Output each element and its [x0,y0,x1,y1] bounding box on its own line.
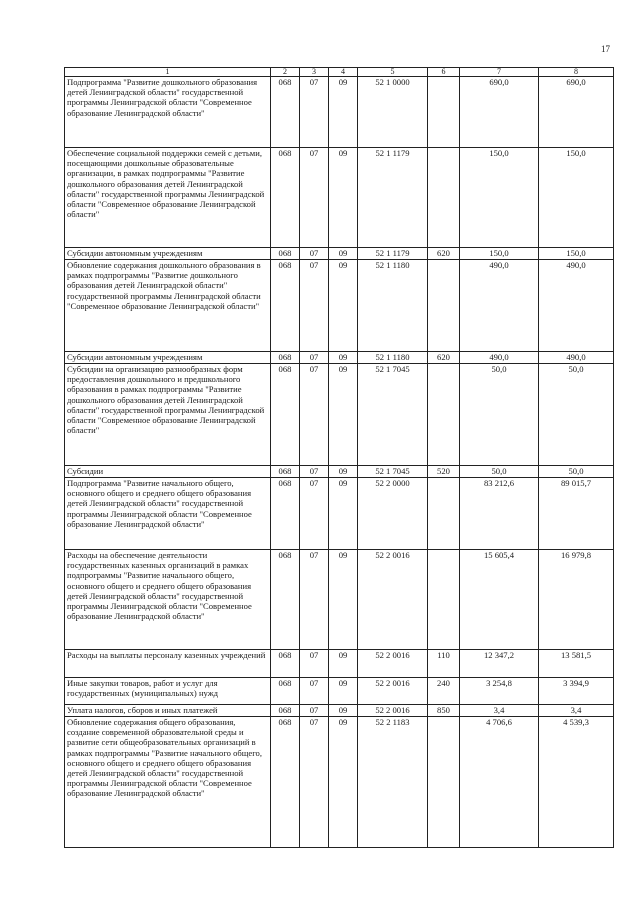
row-name: Уплата налогов, сборов и иных платежей [65,705,271,717]
row-section: 07 [300,550,329,650]
row-grbs: 068 [271,466,300,478]
row-target-article: 52 1 1179 [358,148,428,248]
row-sum-2: 50,0 [539,466,614,478]
row-expense-type [428,148,460,248]
table-row [65,248,614,260]
row-sum-1: 690,0 [460,77,539,148]
row-target-article: 52 1 1180 [358,260,428,352]
row-grbs: 068 [271,478,300,550]
column-header: 8 [539,68,614,77]
row-name: Субсидии на организацию разнообразных форм предоставления дошкольного и предшкольного образования в рамках подпрограммы "Развитие дошкольного образования детей Ленинградской области" государственной программы Ленинградской области "Современное образование Ленинградской области" [65,364,271,466]
row-sum-1: 50,0 [460,466,539,478]
row-section: 07 [300,364,329,466]
row-section: 07 [300,352,329,364]
row-expense-type [428,77,460,148]
row-sum-1: 150,0 [460,148,539,248]
row-subsection: 09 [329,678,358,705]
row-grbs: 068 [271,705,300,717]
row-subsection: 09 [329,364,358,466]
row-name: Субсидии автономным учреждениям [65,248,271,260]
row-section: 07 [300,148,329,248]
row-expense-type: 240 [428,678,460,705]
column-header: 3 [300,68,329,77]
column-header: 5 [358,68,428,77]
column-header: 6 [428,68,460,77]
row-expense-type: 110 [428,650,460,678]
row-subsection: 09 [329,478,358,550]
row-sum-2: 690,0 [539,77,614,148]
row-section: 07 [300,717,329,848]
table-row [65,678,614,705]
row-subsection: 09 [329,466,358,478]
row-sum-1: 150,0 [460,248,539,260]
table-row [65,705,614,717]
row-name: Субсидии автономным учреждениям [65,352,271,364]
row-sum-2: 4 539,3 [539,717,614,848]
row-sum-1: 3 254,8 [460,678,539,705]
row-target-article: 52 2 0000 [358,478,428,550]
row-grbs: 068 [271,550,300,650]
row-expense-type [428,550,460,650]
row-sum-1: 3,4 [460,705,539,717]
row-expense-type [428,364,460,466]
row-target-article: 52 1 7045 [358,364,428,466]
table-row [65,77,614,148]
row-section: 07 [300,248,329,260]
row-expense-type [428,260,460,352]
row-grbs: 068 [271,148,300,248]
table-row [65,364,614,466]
row-grbs: 068 [271,248,300,260]
row-subsection: 09 [329,352,358,364]
row-subsection: 09 [329,550,358,650]
header-row [65,68,614,77]
row-expense-type: 620 [428,248,460,260]
row-subsection: 09 [329,705,358,717]
row-subsection: 09 [329,260,358,352]
row-name: Обеспечение социальной поддержки семей с детьми, посещающими дошкольные образовательные организации, в рамках подпрограммы "Развитие дошкольного образования детей Ленинградской области" государственной программы Ленинградской области "Современное образование Ленинградской области" [65,148,271,248]
column-header: 4 [329,68,358,77]
budget-table [64,67,614,848]
row-sum-1: 12 347,2 [460,650,539,678]
row-section: 07 [300,260,329,352]
row-section: 07 [300,650,329,678]
row-target-article: 52 1 7045 [358,466,428,478]
column-header: 1 [65,68,271,77]
column-header: 2 [271,68,300,77]
table-row [65,478,614,550]
row-sum-2: 150,0 [539,148,614,248]
row-target-article: 52 1 0000 [358,77,428,148]
row-grbs: 068 [271,650,300,678]
table-row [65,260,614,352]
row-grbs: 068 [271,717,300,848]
row-section: 07 [300,478,329,550]
row-section: 07 [300,77,329,148]
row-sum-2: 89 015,7 [539,478,614,550]
row-name: Обновление содержания общего образования, создание современной образовательной среды и развитие сети общеобразовательных организаций в рамках подпрограммы "Развитие начального общего, основного общего и среднего общего образования детей Ленинградской области" государственной программы Ленинградской области "Современное образование Ленинградской области" [65,717,271,848]
row-target-article: 52 2 1183 [358,717,428,848]
row-target-article: 52 2 0016 [358,678,428,705]
row-subsection: 09 [329,77,358,148]
row-grbs: 068 [271,364,300,466]
column-header: 7 [460,68,539,77]
row-sum-1: 490,0 [460,352,539,364]
row-subsection: 09 [329,717,358,848]
row-expense-type: 850 [428,705,460,717]
row-subsection: 09 [329,650,358,678]
page-number: 17 [601,44,610,54]
row-sum-1: 50,0 [460,364,539,466]
row-sum-1: 83 212,6 [460,478,539,550]
row-sum-2: 13 581,5 [539,650,614,678]
row-sum-2: 3,4 [539,705,614,717]
row-sum-2: 150,0 [539,248,614,260]
table-row [65,352,614,364]
table-row [65,550,614,650]
row-sum-2: 490,0 [539,260,614,352]
row-section: 07 [300,466,329,478]
row-name: Подпрограмма "Развитие дошкольного образования детей Ленинградской области" государственной программы Ленинградской области "Современное образование Ленинградской области" [65,77,271,148]
table-row [65,717,614,848]
row-target-article: 52 1 1180 [358,352,428,364]
row-target-article: 52 1 1179 [358,248,428,260]
row-sum-2: 16 979,8 [539,550,614,650]
row-sum-2: 50,0 [539,364,614,466]
row-sum-1: 15 605,4 [460,550,539,650]
row-sum-1: 4 706,6 [460,717,539,848]
table-row [65,650,614,678]
row-name: Подпрограмма "Развитие начального общего, основного общего и среднего общего образования детей Ленинградской области" государственной программы Ленинградской области "Современное образование Ленинградской области" [65,478,271,550]
row-target-article: 52 2 0016 [358,650,428,678]
row-expense-type: 520 [428,466,460,478]
row-name: Субсидии [65,466,271,478]
row-section: 07 [300,678,329,705]
row-grbs: 068 [271,678,300,705]
row-expense-type: 620 [428,352,460,364]
row-name: Расходы на обеспечение деятельности государственных казенных организаций в рамках подпрограммы "Развитие начального общего, основного общего и среднего общего образования детей Ленинградской области" государственной программы Ленинградской области "Современное образование Ленинградской области" [65,550,271,650]
row-name: Расходы на выплаты персоналу казенных учреждений [65,650,271,678]
row-sum-2: 3 394,9 [539,678,614,705]
row-sum-1: 490,0 [460,260,539,352]
row-subsection: 09 [329,248,358,260]
row-section: 07 [300,705,329,717]
row-grbs: 068 [271,260,300,352]
table-row [65,148,614,248]
row-name: Обновление содержания дошкольного образования в рамках подпрограммы "Развитие дошкольного образования детей Ленинградской области" государственной программы Ленинградской области "Современное образование Ленинградской области" [65,260,271,352]
row-grbs: 068 [271,77,300,148]
row-name: Иные закупки товаров, работ и услуг для государственных (муниципальных) нужд [65,678,271,705]
row-subsection: 09 [329,148,358,248]
row-target-article: 52 2 0016 [358,550,428,650]
row-expense-type [428,717,460,848]
row-grbs: 068 [271,352,300,364]
table-row [65,466,614,478]
row-expense-type [428,478,460,550]
row-target-article: 52 2 0016 [358,705,428,717]
row-sum-2: 490,0 [539,352,614,364]
